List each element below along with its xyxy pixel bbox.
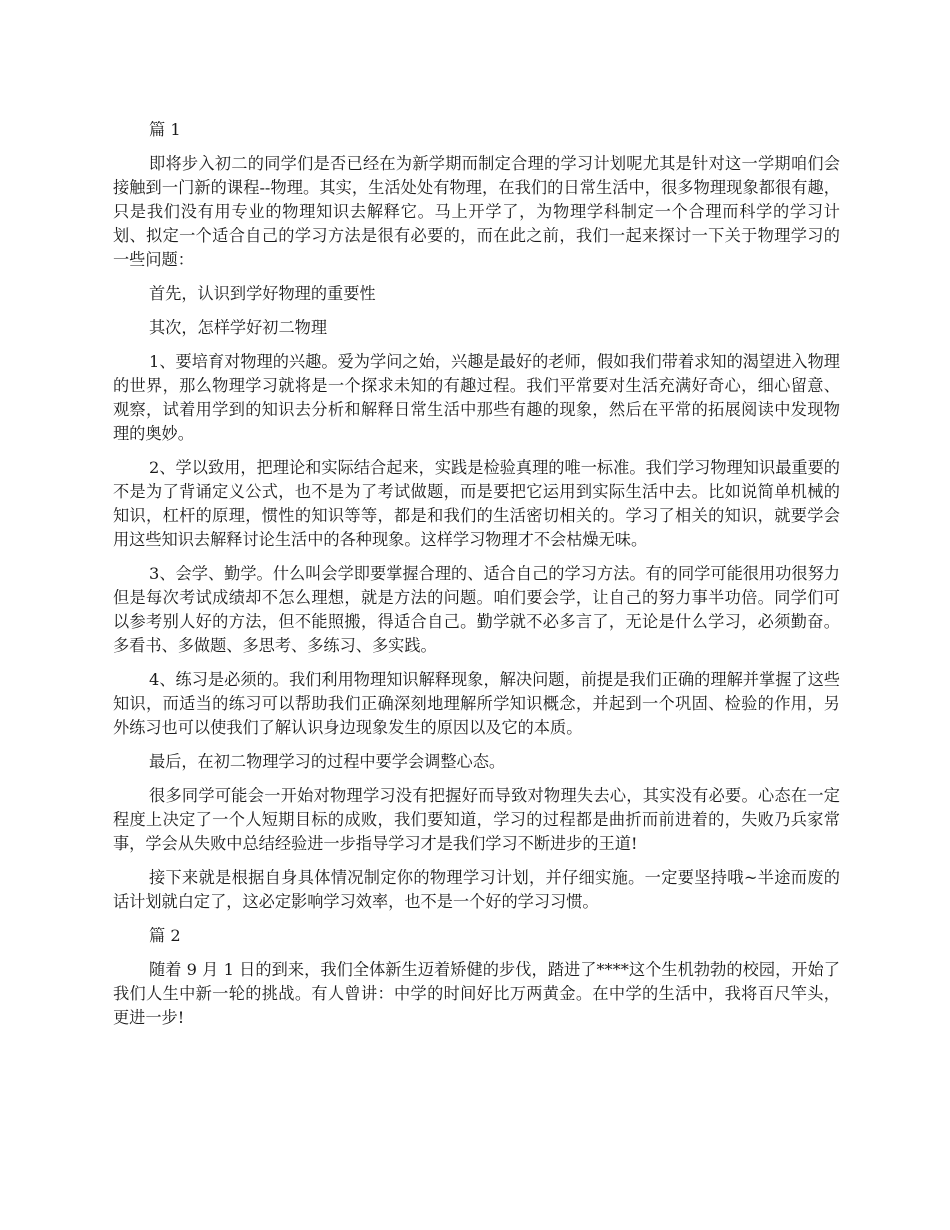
section-heading-1: 篇 1 xyxy=(149,120,181,139)
paragraph-point-3: 3、会学、勤学。什么叫会学即要掌握合理的、适合自己的学习方法。有的同学可能很用功很努力但是每次考试成绩却不怎么理想，就是方法的问题。咱们要会学，让自己的努力事半功倍。同学们可以参考别人好的方法，但不能照搬，得适合自己。勤学就不必多言了，无论是什么学习，必须勤奋。多看书、多做题、多思考、多练习、多实践。 xyxy=(113,564,840,655)
paragraph-mindset: 很多同学可能会一开始对物理学习没有把握好而导致对物理失去心，其实没有必要。心态在一定程度上决定了一个人短期目标的成败，我们要知道，学习的过程都是曲折而前进着的，失败乃兵家常事，学会从失败中总结经验进一步指导学习才是我们学习不断进步的王道! xyxy=(113,786,840,853)
document-page xyxy=(113,118,840,1040)
paragraph-first: 首先，认识到学好物理的重要性 xyxy=(149,284,376,303)
paragraph-point-2: 2、学以致用，把理论和实际结合起来，实践是检验真理的唯一标准。我们学习物理知识最重要的不是为了背诵定义公式，也不是为了考试做题，而是要把它运用到实际生活中去。比如说简单机械的知识，杠杆的原理，惯性的知识等等，都是和我们的生活密切相关的。学习了相关的知识，就要学会用这些知识去解释讨论生活中的各种现象。这样学习物理才不会枯燥无味。 xyxy=(113,458,840,549)
paragraph-point-1: 1、要培育对物理的兴趣。爱为学问之始，兴趣是最好的老师，假如我们带着求知的渴望进入物理的世界，那么物理学习就将是一个探求未知的有趣过程。我们平常要对生活充满好奇心，细心留意、观察，试着用学到的知识去分析和解释日常生活中那些有趣的现象，然后在平常的拓展阅读中发现物理的奥妙。 xyxy=(113,352,840,443)
paragraph-last: 最后，在初二物理学习的过程中要学会调整心态。 xyxy=(149,752,506,771)
paragraph-part2-intro: 随着 9 月 1 日的到来，我们全体新生迈着矫健的步伐，踏进了****这个生机勃勃的校园，开始了我们人生中新一轮的挑战。有人曾讲：中学的时间好比万两黄金。在中学的生活中，我将百尺竿头，更进一步! xyxy=(113,960,840,1027)
paragraph-point-4: 4、练习是必须的。我们利用物理知识解释现象，解决问题，前提是我们正确的理解并掌握了这些知识，而适当的练习可以帮助我们正确深刻地理解所学知识概念，并起到一个巩固、检验的作用，另外练习也可以使我们了解认识身边现象发生的原因以及它的本质。 xyxy=(113,670,840,737)
section-heading-2: 篇 2 xyxy=(149,926,181,945)
paragraph-second: 其次，怎样学好初二物理 xyxy=(149,318,328,337)
paragraph-plan: 接下来就是根据自身具体情况制定你的物理学习计划，并仔细实施。一定要坚持哦~半途而废的话计划就白定了，这必定影响学习效率，也不是一个好的学习习惯。 xyxy=(113,868,840,911)
paragraph-intro: 即将步入初二的同学们是否已经在为新学期而制定合理的学习计划呢尤其是针对这一学期咱们会接触到一门新的课程--物理。其实，生活处处有物理，在我们的日常生活中，很多物理现象都很有趣，只是我们没有用专业的物理知识去解释它。马上开学了，为物理学科制定一个合理而科学的学习计划、拟定一个适合自己的学习方法是很有必要的，而在此之前，我们一起来探讨一下关于物理学习的一些问题： xyxy=(113,154,840,269)
